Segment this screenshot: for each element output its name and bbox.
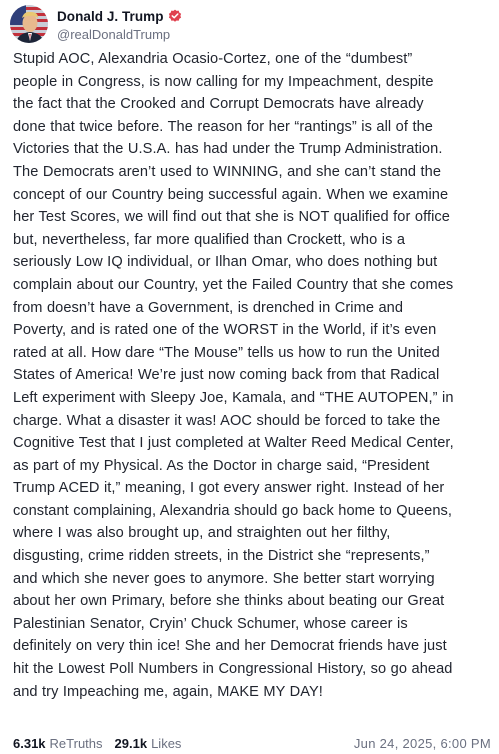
verified-badge-icon	[168, 9, 182, 23]
likes-count: 29.1k	[114, 735, 148, 751]
post-text-line: charge. What a disaster it was! AOC should be forced to take the	[13, 412, 441, 429]
likes-stat[interactable]	[115, 736, 182, 751]
post-text-line: concept of our Country being successful again. When we examine	[13, 186, 449, 203]
post-stats	[13, 734, 491, 752]
post-text-line: Left experiment with Sleepy Joe, Kamala, and “THE AUTOPEN,” in	[13, 389, 454, 406]
display-name[interactable]: Donald J. Trump	[57, 8, 164, 24]
post-text-line: constant complaining, Alexandria should go back home to Queens,	[13, 502, 453, 519]
post-body	[13, 48, 499, 703]
post-text-line: where I was also brought up, and straighten out her filthy,	[13, 525, 391, 542]
post-text-line: Cognitive Test that I just completed at Walter Reed Medical Center,	[13, 435, 454, 452]
post-text-line: about her own Primary, before she thinks about beating our Great	[13, 593, 445, 610]
post-text-line: Poverty, and is rated one of the WORST in the World, if it’s even	[13, 322, 437, 339]
post-text-line: and which she never goes to anymore. She better start worrying	[13, 570, 435, 587]
post-text-line: her Test Scores, we will find out that she is NOT qualified for office	[13, 209, 450, 226]
post-text-line: complain about our Country, yet the Failed Country that she comes	[13, 276, 454, 293]
avatar[interactable]	[10, 5, 48, 43]
retruths-label: ReTruths	[49, 735, 103, 751]
retruths-stat[interactable]	[13, 736, 103, 751]
post-text-line: as part of my Physical. As the Doctor in charge said, “President	[13, 457, 430, 474]
post-text-line: Victories that the U.S.A. has had under the Trump Administration.	[13, 141, 443, 158]
post-text-line: Palestinian Senator, Cryin’ Chuck Schumer, whose career is	[13, 615, 408, 632]
post-text-line: States of America! We’re just now coming back from that Radical	[13, 367, 440, 384]
post-text-line: Stupid AOC, Alexandria Ocasio-Cortez, one of the “dumbest”	[13, 51, 413, 67]
post-text-line: definitely on very thin ice! She and her Democrat friends have just	[13, 638, 447, 655]
post-text-line: seriously Low IQ individual, or Ilhan Omar, who does nothing but	[13, 254, 438, 271]
post-text-line: people in Congress, is now calling for my Impeachment, despite	[13, 73, 434, 90]
post-text-line: rated at all. How dare “The Mouse” tells us how to run the United	[13, 344, 440, 361]
post-text-line: done that twice before. The reason for her “rantings” is all of the	[13, 118, 433, 135]
post-text-line: but, nevertheless, far more qualified than Crockett, who is a	[13, 231, 406, 248]
author-names	[57, 7, 182, 42]
post-text-line: from doesn’t have a Government, is drenched in Crime and	[13, 299, 404, 316]
post-timestamp[interactable]: Jun 24, 2025, 6:00 PM	[353, 735, 491, 751]
author-handle[interactable]: @realDonaldTrump	[57, 26, 171, 42]
likes-label: Likes	[151, 735, 182, 751]
post-text-line: and try Impeaching me, again, MAKE MY DAY!	[13, 683, 323, 700]
name-row	[57, 7, 182, 26]
profile-photo-icon	[10, 5, 48, 43]
retruths-count: 6.31k	[13, 735, 46, 751]
post-text-line: disgusting, crime ridden streets, in the District she “represents,”	[13, 548, 430, 565]
post-text-line: Trump ACED it,” meaning, I got every answer right. Instead of her	[13, 480, 445, 497]
post-text-line: hit the Lowest Poll Numbers in Congressional History, so go ahead	[13, 661, 453, 678]
post-header	[10, 4, 182, 44]
post-text-line: the fact that the Crooked and Corrupt Democrats have already	[13, 96, 424, 113]
post-text-line: The Democrats aren’t used to WINNING, and she can’t stand the	[13, 163, 442, 180]
